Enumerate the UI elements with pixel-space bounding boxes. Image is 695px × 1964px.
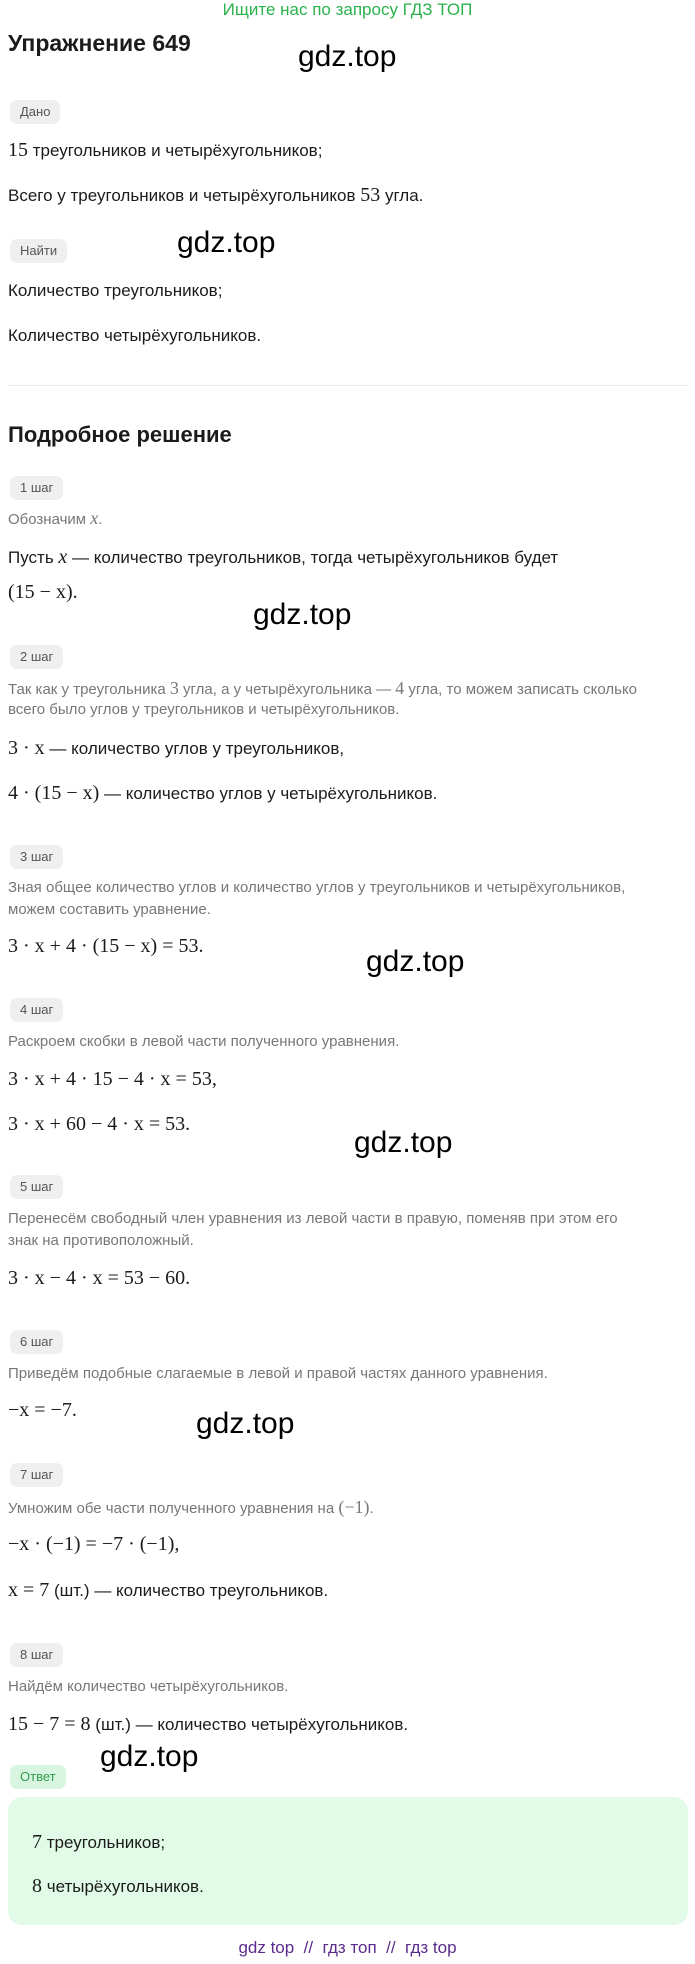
step-7-hint: Умножим обе части полученного уравнения на (−1). (8, 1497, 374, 1517)
step-8-hint: Найдём количество четырёхугольников. (8, 1678, 289, 1695)
step-7-expr-2: x = 7 (шт.) — количество треугольников. (8, 1579, 329, 1601)
page-title: Упражнение 649 (8, 30, 191, 56)
step-2-line-2: 4 · (15 − x) — количество углов у четырёхугольников. (8, 782, 438, 804)
watermark: gdz.top (177, 226, 276, 259)
step-5-hint-1: Перенесём свободный член уравнения из левой части в правую, поменяв при этом его (8, 1210, 618, 1227)
step-8-chip: 8 шаг (10, 1643, 63, 1667)
step-2-hint-1: Так как у треугольника 3 угла, а у четырёхугольника — 4 угла, то можем записать сколько (8, 678, 638, 698)
solution-heading: Подробное решение (8, 422, 232, 447)
find-line-1: Количество треугольников; (8, 281, 223, 300)
step-1-expr: (15 − x). (8, 581, 78, 603)
step-4-expr-1: 3 · x + 4 · 15 − 4 · x = 53, (8, 1068, 217, 1090)
step-7-expr-1: −x · (−1) = −7 · (−1), (8, 1533, 180, 1555)
answer-line-1: 7 треугольников; (32, 1831, 166, 1853)
divider (8, 385, 688, 386)
step-5-chip: 5 шаг (10, 1175, 63, 1199)
watermark: gdz.top (366, 945, 465, 978)
step-6-expr: −x = −7. (8, 1399, 77, 1421)
step-2-line-1: 3 · x — количество углов у треугольников, (8, 737, 345, 759)
find-chip: Найти (10, 239, 67, 263)
watermark: gdz.top (100, 1740, 199, 1773)
footer-links[interactable]: gdz top // гдз топ // гдз top (238, 1938, 457, 1957)
watermark: gdz.top (196, 1407, 295, 1440)
search-banner[interactable]: Ищите нас по запросу ГДЗ ТОП (222, 0, 473, 19)
step-2-chip: 2 шаг (10, 645, 63, 669)
find-line-2: Количество четырёхугольников. (8, 326, 262, 345)
watermark: gdz.top (253, 598, 352, 631)
step-4-expr-2: 3 · x + 60 − 4 · x = 53. (8, 1113, 191, 1135)
step-8-expr: 15 − 7 = 8 (шт.) — количество четырёхугольников. (8, 1713, 409, 1735)
given-line-2: Всего у треугольников и четырёхугольников 53 угла. (8, 184, 424, 206)
step-3-chip: 3 шаг (10, 845, 63, 869)
step-4-hint: Раскроем скобки в левой части полученного уравнения. (8, 1033, 400, 1050)
answer-chip: Ответ (10, 1765, 66, 1789)
step-6-hint: Приведём подобные слагаемые в левой и правой частях данного уравнения. (8, 1365, 548, 1382)
step-4-chip: 4 шаг (10, 998, 63, 1022)
step-5-expr: 3 · x − 4 · x = 53 − 60. (8, 1267, 191, 1289)
given-line-1: 15 треугольников и четырёхугольников; (8, 139, 323, 161)
step-2-hint-2: всего было углов у треугольников и четырёхугольников. (8, 701, 400, 718)
answer-box (8, 1797, 688, 1925)
step-3-hint-2: можем составить уравнение. (8, 901, 211, 918)
step-1-body: Пусть x — количество треугольников, тогда четырёхугольников будет (8, 546, 559, 568)
step-6-chip: 6 шаг (10, 1330, 63, 1354)
step-3-hint-1: Зная общее количество углов и количество углов у треугольников и четырёхугольников, (8, 879, 626, 896)
step-1-hint: Обозначим x. (8, 508, 103, 528)
given-chip: Дано (10, 100, 60, 124)
step-7-chip: 7 шаг (10, 1463, 63, 1487)
step-5-hint-2: знак на противоположный. (8, 1232, 194, 1249)
watermark: gdz.top (298, 40, 397, 73)
watermark: gdz.top (354, 1126, 453, 1159)
step-1-chip: 1 шаг (10, 476, 63, 500)
step-3-expr: 3 · x + 4 · (15 − x) = 53. (8, 935, 204, 957)
answer-line-2: 8 четырёхугольников. (32, 1875, 204, 1897)
